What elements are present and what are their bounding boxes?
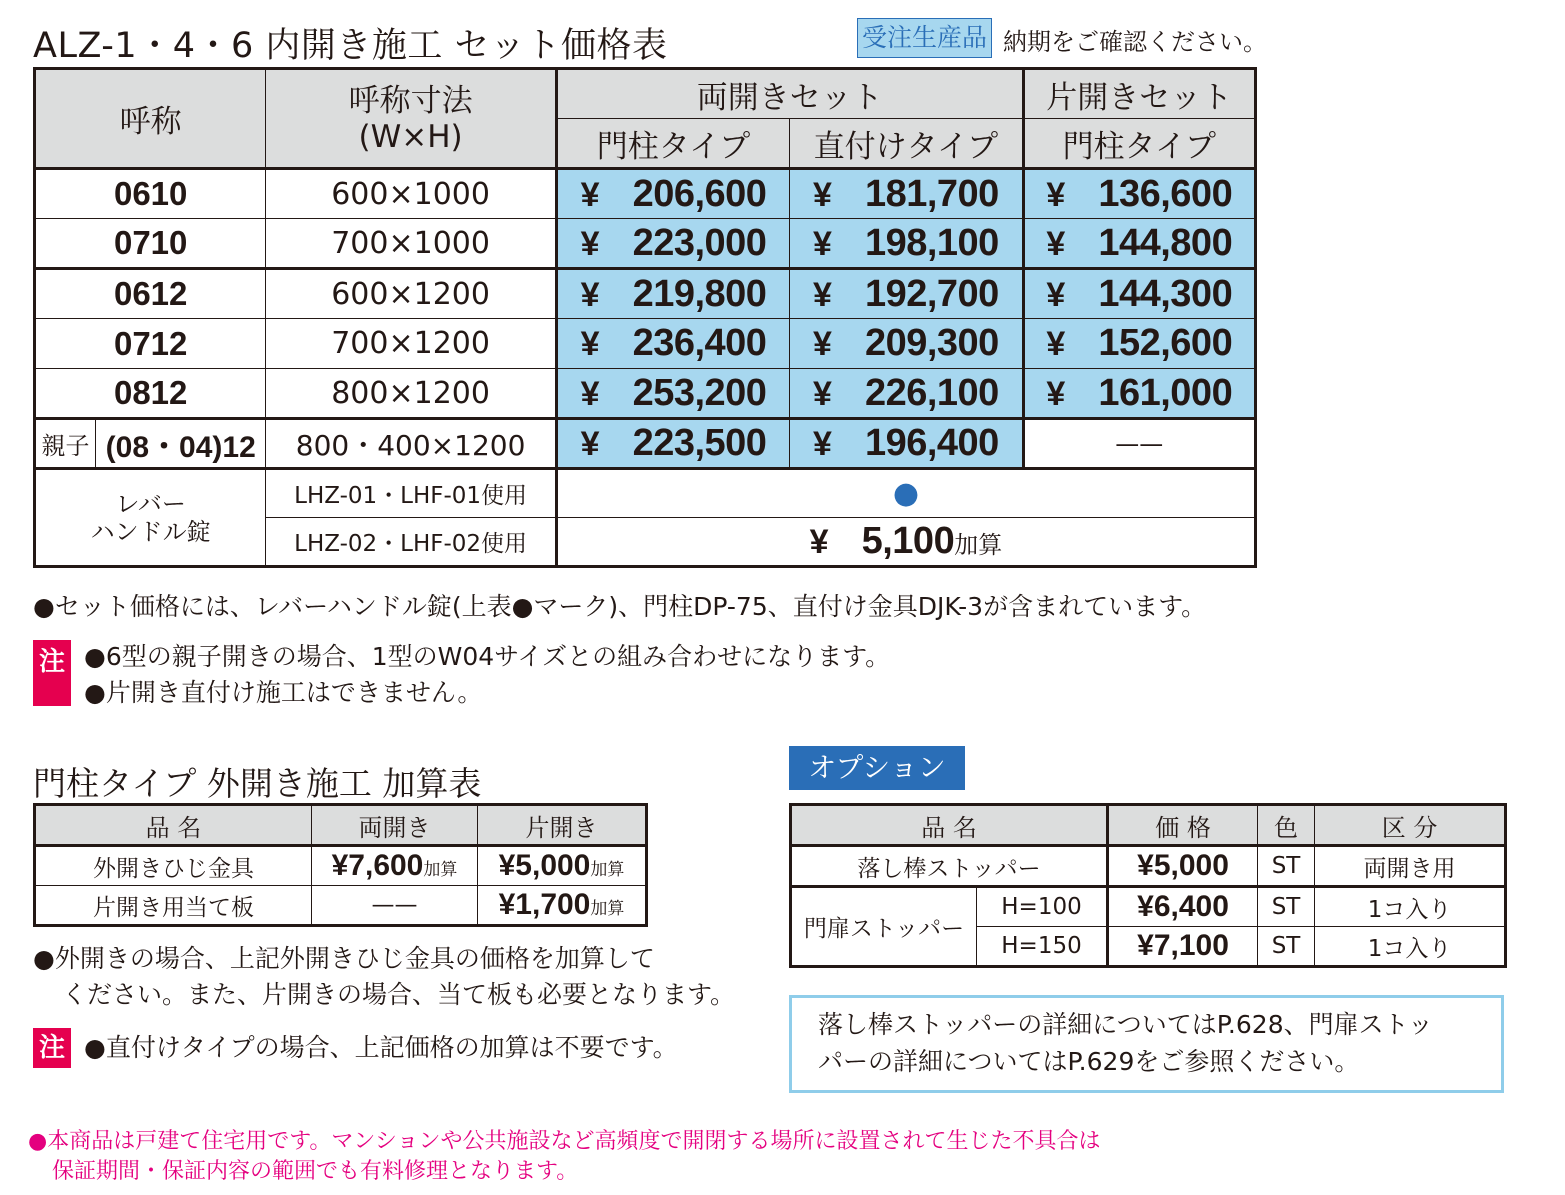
color-cell: ST: [1258, 927, 1315, 967]
price-cell: ¥6,400: [1108, 887, 1258, 927]
header-jika: 直付けタイプ: [790, 119, 1023, 169]
row-size: 600×1000: [266, 169, 556, 219]
header-kata: 片開きセット: [1023, 69, 1255, 119]
note-kata: ●片開き直付け施工はできません。: [84, 678, 483, 707]
item-sub: H=100: [977, 887, 1108, 927]
price-cell: ¥ 236,400: [556, 319, 789, 369]
color-cell: ST: [1258, 846, 1315, 887]
table-row: [35, 169, 1256, 219]
price-cell: ¥ 223,500: [556, 419, 789, 469]
table-row: [791, 846, 1506, 887]
header-ryo: 両開きセット: [556, 69, 1023, 119]
price-cell: ¥ 223,000: [556, 219, 789, 269]
price-cell: ¥ 136,600: [1023, 169, 1255, 219]
price-cell: ¥ 253,200: [556, 369, 789, 419]
sotobiraki-title: 門柱タイプ 外開き施工 加算表: [33, 764, 482, 803]
row-size: 800×1200: [266, 369, 556, 419]
set-price-table: [33, 67, 1257, 568]
note-soto-3: ●直付けタイプの場合、上記価格の加算は不要です。: [84, 1033, 678, 1062]
price-cell: ¥5,000: [1108, 846, 1258, 887]
lever-label-line2: ハンドル錠: [90, 517, 211, 546]
sotobiraki-table: [33, 803, 648, 927]
price-cell: ¥7,600加算: [312, 846, 478, 886]
chu-badge: 注: [33, 1028, 71, 1068]
price-cell: ¥ 209,300: [790, 319, 1023, 369]
note-set-price: ●セット価格には、レバーハンドル錠(上表●マーク)、門柱DP-75、直付け金具DJK-3が含まれています。: [33, 592, 1207, 621]
note-oyako: ●6型の親子開きの場合、1型のW04サイズとの組み合わせになります。: [84, 642, 891, 671]
page-title: ALZ-1・4・6 内開き施工 セット価格表: [33, 26, 668, 66]
header-kubun: 区 分: [1315, 805, 1506, 846]
included-mark: ●: [556, 469, 1255, 518]
row-name: 0812: [35, 369, 266, 419]
option-info-box: [789, 995, 1504, 1093]
price-cell: ¥ 198,100: [790, 219, 1023, 269]
option-label: オプション: [789, 746, 965, 790]
table-row: [35, 886, 647, 926]
lever-price: ¥ 5,100加算: [556, 518, 1255, 567]
lever-row: [35, 469, 1256, 518]
item-name: 落し棒ストッパー: [791, 846, 1108, 887]
header-kata: 片開き: [478, 805, 647, 846]
price-cell: ¥5,000加算: [478, 846, 647, 886]
price-cell: ¥ 144,800: [1023, 219, 1255, 269]
table-row: [791, 887, 1506, 927]
chu-badge: 注: [33, 640, 71, 706]
footer-note-1: ●本商品は戸建て住宅用です。マンションや公共施設など高頻度で開閉する場所に設置されて生じた不具合は: [28, 1129, 1101, 1154]
note-soto-1: ●外開きの場合、上記外開きひじ金具の価格を加算して: [33, 944, 655, 973]
header-size: [266, 69, 556, 169]
item-name: 片開き用当て板: [35, 886, 312, 926]
badge-note: 納期をご確認ください。: [1003, 28, 1267, 56]
row-size: 600×1200: [266, 269, 556, 319]
color-cell: ST: [1258, 887, 1315, 927]
header-ryo: 両開き: [312, 805, 478, 846]
price-cell: ¥ 152,600: [1023, 319, 1255, 369]
option-info-line2: パーの詳細についてはP.629をご参照ください。: [818, 1047, 1360, 1076]
kubun-cell: 1コ入り: [1315, 927, 1506, 967]
row-name: 0612: [35, 269, 266, 319]
item-name: 外開きひじ金具: [35, 846, 312, 886]
oyako-name: (08・04)12: [96, 419, 266, 469]
price-cell: ¥ 196,400: [790, 419, 1023, 469]
row-name: 0712: [35, 319, 266, 369]
table-row: [35, 219, 1256, 269]
table-row: [35, 269, 1256, 319]
table-row: [35, 369, 1256, 419]
header-name: 品 名: [35, 805, 312, 846]
lever-label: [35, 469, 266, 567]
header-size-line1: 呼称寸法: [348, 82, 473, 119]
table-row-oyako: [35, 419, 1256, 469]
price-cell: ¥1,700加算: [478, 886, 647, 926]
item-sub: H=150: [977, 927, 1108, 967]
row-size: 700×1000: [266, 219, 556, 269]
kubun-cell: 1コ入り: [1315, 887, 1506, 927]
header-name: 品 名: [791, 805, 1108, 846]
note-soto-2: ください。また、片開きの場合、当て板も必要となります。: [62, 980, 736, 1009]
oyako-label: 親子: [35, 419, 96, 469]
price-cell: ¥ 219,800: [556, 269, 789, 319]
none-cell: ——: [312, 886, 478, 926]
header-color: 色: [1258, 805, 1315, 846]
price-cell: ¥ 192,700: [790, 269, 1023, 319]
lever-opt1: LHZ-01・LHF-01使用: [266, 469, 556, 518]
price-cell: ¥ 181,700: [790, 169, 1023, 219]
footer-note-2: 保証期間・保証内容の範囲でも有料修理となります。: [52, 1159, 579, 1184]
table-row: [35, 846, 647, 886]
oyako-size: 800・400×1200: [266, 419, 556, 469]
lever-opt2: LHZ-02・LHF-02使用: [266, 518, 556, 567]
price-cell: ¥ 206,600: [556, 169, 789, 219]
header-mon1: 門柱タイプ: [556, 119, 789, 169]
row-name: 0710: [35, 219, 266, 269]
option-info-line1: 落し棒ストッパーの詳細についてはP.628、門扉ストッ: [818, 1010, 1433, 1039]
order-badge: 受注生産品: [857, 18, 992, 58]
item-name: 門扉ストッパー: [791, 887, 977, 967]
kubun-cell: 両開き用: [1315, 846, 1506, 887]
price-cell: ¥ 161,000: [1023, 369, 1255, 419]
row-size: 700×1200: [266, 319, 556, 369]
price-cell: ¥ 226,100: [790, 369, 1023, 419]
option-table: [789, 803, 1507, 968]
price-cell: ¥ 144,300: [1023, 269, 1255, 319]
row-name: 0610: [35, 169, 266, 219]
table-row: [35, 319, 1256, 369]
price-cell: ¥7,100: [1108, 927, 1258, 967]
lever-label-line1: レバー: [115, 489, 186, 518]
header-mon2: 門柱タイプ: [1023, 119, 1255, 169]
header-name: 呼称: [35, 69, 266, 169]
header-size-line2: (W×H): [358, 118, 463, 155]
header-price: 価 格: [1108, 805, 1258, 846]
oyako-none: ——: [1023, 419, 1255, 469]
